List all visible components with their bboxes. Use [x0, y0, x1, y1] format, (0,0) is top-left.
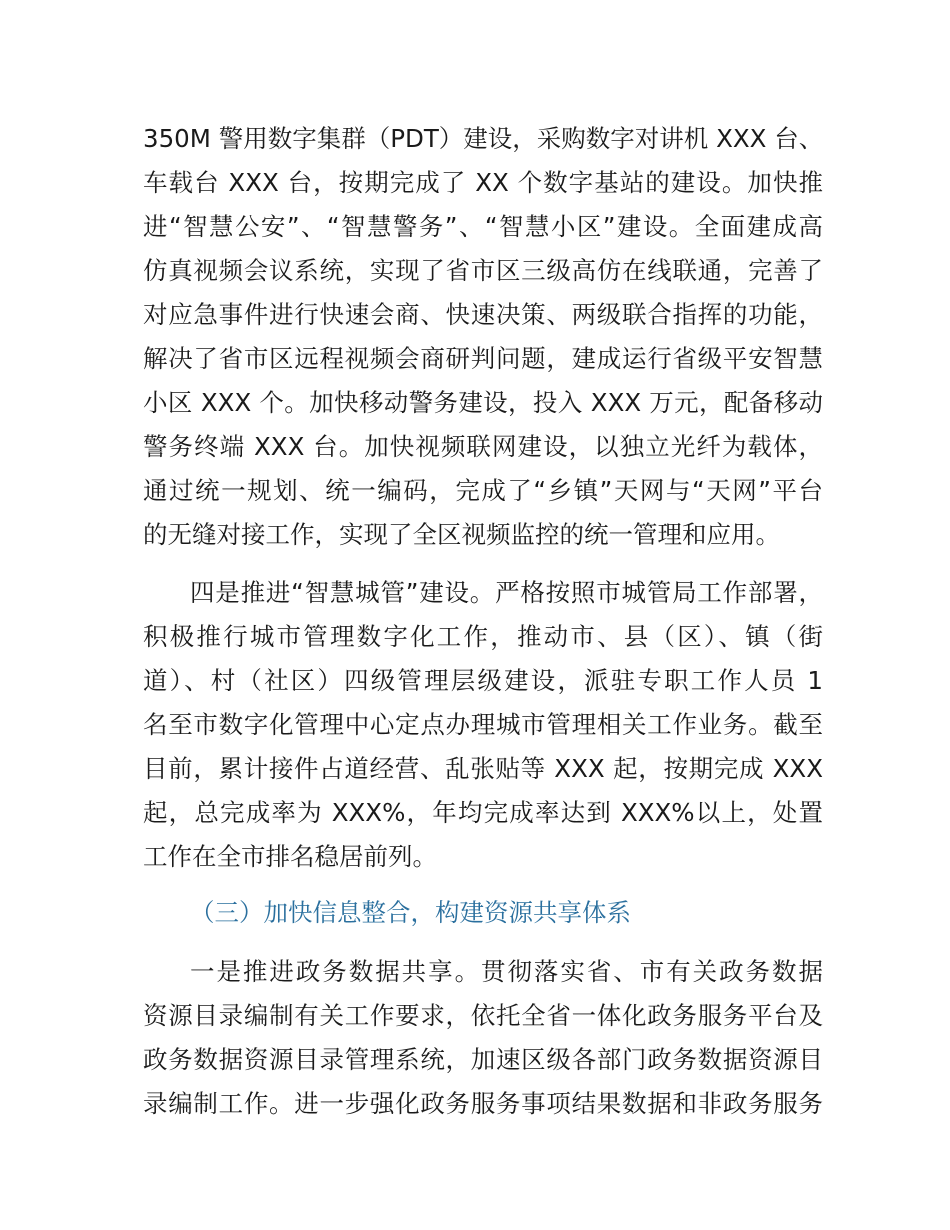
text-line: 道）、村（社区）四级管理层级建设，派驻专职工作人员 1 — [143, 666, 823, 695]
text-line: 警务终端 XXX 台。加快视频联网建设，以独立光纤为载体， — [143, 432, 823, 461]
text-line: 车载台 XXX 台，按期完成了 XX 个数字基站的建设。加快推 — [143, 168, 823, 197]
text-line: 四是推进“智慧城管”建设。严格按照市城管局工作部署， — [190, 578, 823, 607]
text-line: 积极推行城市管理数字化工作，推动市、县（区）、镇（街 — [143, 622, 823, 651]
text-line: 解决了省市区远程视频会商研判问题，建成运行省级平安智慧 — [143, 344, 823, 373]
text-line: 名至市数字化管理中心定点办理城市管理相关工作业务。截至 — [143, 710, 823, 739]
text-line: 小区 XXX 个。加快移动警务建设，投入 XXX 万元，配备移动 — [143, 388, 823, 417]
text-line: 通过统一规划、统一编码，完成了“乡镇”天网与“天网”平台 — [143, 476, 823, 505]
section-heading: （三）加快信息整合，构建资源共享体系 — [190, 898, 631, 927]
text-line: 政务数据资源目录管理系统，加速区级各部门政务数据资源目 — [143, 1045, 823, 1074]
text-line: 进“智慧公安”、“智慧警务”、“智慧小区”建设。全面建成高 — [143, 212, 823, 241]
text-line: 的无缝对接工作，实现了全区视频监控的统一管理和应用。 — [143, 520, 780, 549]
text-line: 一是推进政务数据共享。贯彻落实省、市有关政务数据 — [190, 957, 823, 986]
text-line: 录编制工作。进一步强化政务服务事项结果数据和非政务服务 — [143, 1089, 823, 1118]
text-line: 350M 警用数字集群（PDT）建设，采购数字对讲机 XXX 台、 — [143, 124, 824, 153]
text-line: 工作在全市排名稳居前列。 — [143, 842, 437, 871]
text-line: 资源目录编制有关工作要求，依托全省一体化政务服务平台及 — [143, 1001, 823, 1030]
text-line: 目前，累计接件占道经营、乱张贴等 XXX 起，按期完成 XXX — [143, 754, 823, 783]
text-line: 对应急事件进行快速会商、快速决策、两级联合指挥的功能， — [143, 300, 823, 329]
text-line: 起，总完成率为 XXX%，年均完成率达到 XXX%以上，处置 — [143, 798, 823, 827]
text-line: 仿真视频会议系统，实现了省市区三级高仿在线联通，完善了 — [143, 256, 823, 285]
